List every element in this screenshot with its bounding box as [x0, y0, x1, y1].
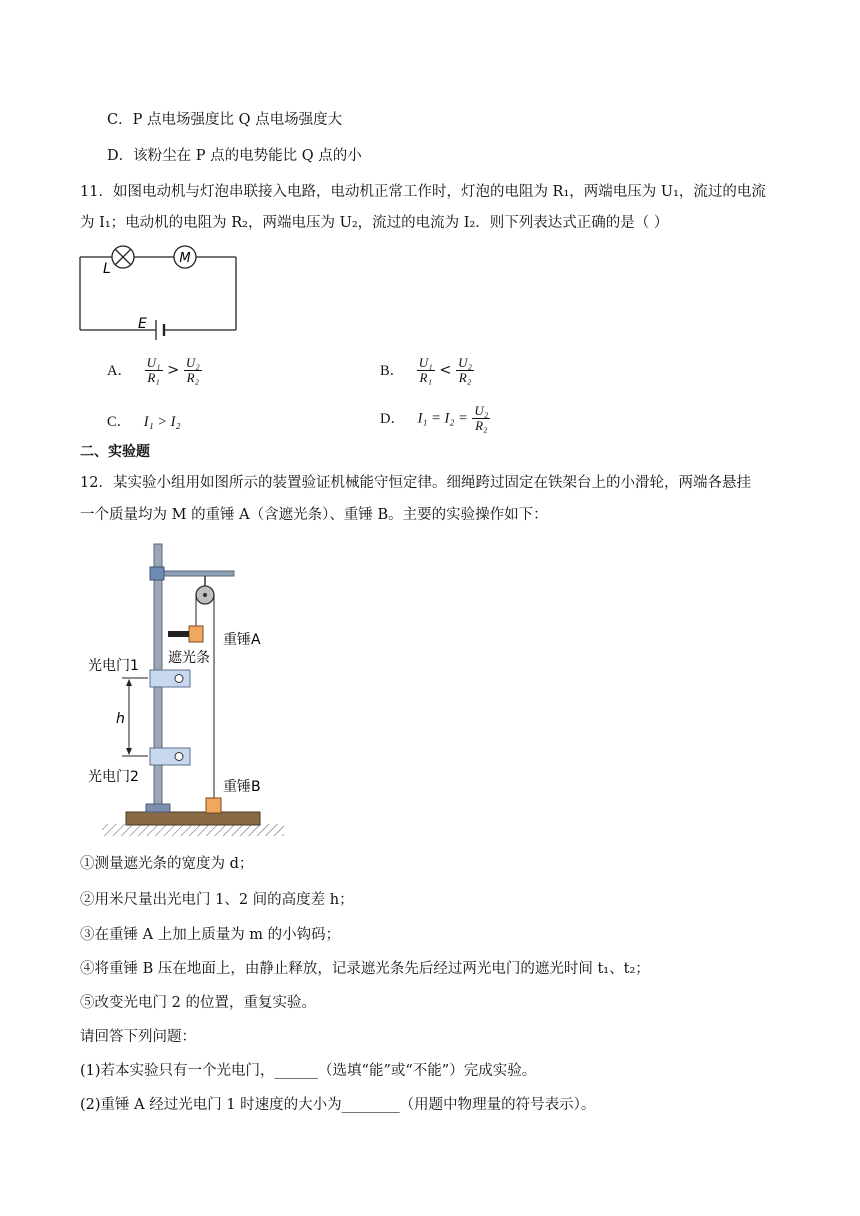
base-board	[126, 812, 260, 825]
expression: I₁ > I₂	[143, 414, 181, 430]
option-b-label: B．	[380, 362, 405, 379]
horizontal-arm	[156, 571, 234, 576]
photogate-2-label: 光电门2	[88, 769, 139, 785]
weight-b-label: 重锤B	[223, 779, 261, 795]
q10-option-d: D．该粉尘在 P 点的电势能比 Q 点的小	[107, 148, 362, 164]
photogate-1-label: 光电门1	[88, 658, 139, 674]
fraction	[184, 356, 202, 385]
q11-option-a	[107, 356, 202, 385]
numerator: U₁	[146, 355, 161, 370]
photogate-2	[150, 748, 190, 765]
numerator: U₂	[185, 355, 200, 370]
denominator: R₂	[186, 370, 200, 385]
battery-symbol	[156, 320, 164, 340]
expression: I₁ = I₂ =	[417, 410, 468, 427]
height-label: h	[116, 711, 125, 727]
option-a-label: A．	[107, 362, 132, 379]
operator: >	[167, 362, 180, 379]
q12-step-5: ⑤改变光电门 2 的位置，重复实验。	[80, 995, 316, 1011]
q12-step-3: ③在重锤 A 上加上质量为 m 的小钩码；	[80, 927, 341, 943]
motor-label: M	[179, 251, 191, 266]
q11-option-b	[380, 356, 474, 385]
q12-stem-line2: 一个质量均为 M 的重锤 A（含遮光条）、重锤 B。主要的实验操作如下：	[80, 507, 548, 523]
q12-stem-line1: 12．某实验小组用如图所示的装置验证机械能守恒定律。细绳跨过固定在铁架台上的小滑轮，两端各悬挂	[80, 475, 751, 491]
section-title: 二、实验题	[80, 444, 150, 460]
option-c-label: C．	[107, 414, 132, 430]
q12-step-1: ①测量遮光条的宽度为 d；	[80, 856, 254, 872]
denominator: R₁	[419, 370, 432, 385]
fraction	[472, 404, 490, 433]
denominator: R₁	[147, 370, 160, 385]
operator: <	[439, 362, 452, 379]
lamp-label: L	[103, 261, 111, 277]
fraction	[145, 356, 163, 385]
q12-subquestion-1: (1)若本实验只有一个光电门，______（选填“能”或“不能”）完成实验。	[80, 1063, 537, 1079]
fraction	[417, 356, 435, 385]
clamp	[150, 567, 164, 580]
numerator: U₂	[458, 355, 472, 370]
fraction	[456, 356, 474, 385]
circuit-diagram	[76, 240, 246, 340]
denominator: R₂	[458, 370, 472, 385]
photogate-1	[150, 670, 190, 687]
numerator: U₂	[474, 403, 489, 418]
weight-b	[206, 798, 221, 813]
q11-stem-line2: 为 I₁；电动机的电阻为 R₂，两端电压为 U₂，流过的电流为 I₂．则下列表达式正确的是（ ）	[80, 215, 669, 231]
denominator: R₂	[475, 418, 488, 433]
q11-option-c	[107, 410, 181, 431]
q12-subquestion-2: (2)重锤 A 经过光电门 1 时速度的大小为________（用题中物理量的符号表示）。	[80, 1097, 596, 1113]
ground-hatch	[102, 824, 284, 836]
q11-stem-line1: 11．如图电动机与灯泡串联接入电路，电动机正常工作时，灯泡的电阻为 R₁，两端电压为 U₁，流过的电流	[80, 184, 766, 200]
q10-option-c: C．P 点电场强度比 Q 点电场强度大	[107, 112, 343, 128]
q12-step-2: ②用米尺量出光电门 1、2 间的高度差 h；	[80, 892, 354, 908]
weight-a-label: 重锤A	[223, 632, 261, 648]
q12-prompt: 请回答下列问题：	[80, 1029, 196, 1045]
option-d-label: D．	[380, 410, 405, 427]
motor-symbol	[174, 246, 196, 268]
lamp-symbol	[112, 246, 134, 268]
q11-option-d	[380, 404, 490, 433]
weight-a	[189, 626, 203, 642]
shade-strip	[168, 631, 189, 637]
apparatus-diagram	[86, 540, 296, 840]
shade-strip-label: 遮光条	[168, 650, 210, 666]
q12-step-4: ④将重锤 B 压在地面上，由静止释放，记录遮光条先后经过两光电门的遮光时间 t₁、t₂；	[80, 961, 650, 977]
source-label: E	[138, 316, 147, 332]
rod-foot	[146, 804, 170, 812]
numerator: U₁	[418, 355, 433, 370]
